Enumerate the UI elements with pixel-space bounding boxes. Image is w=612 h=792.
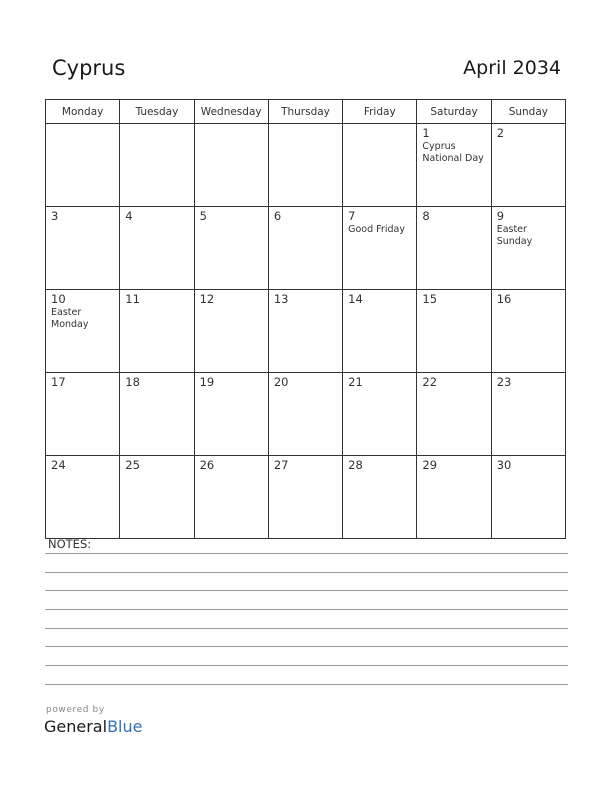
day-number: 11: [125, 292, 140, 306]
calendar-day-cell: [417, 373, 491, 456]
calendar-day-cell: [268, 124, 342, 207]
calendar-day-cell: [46, 207, 120, 290]
calendar-day-cell: [120, 124, 194, 207]
calendar-day-cell: [491, 373, 565, 456]
calendar-day-cell: [46, 290, 120, 373]
day-number: 7: [348, 209, 356, 223]
day-number: 24: [51, 458, 66, 472]
note-line: [45, 646, 568, 647]
calendar-day-cell: [417, 124, 491, 207]
note-line: [45, 665, 568, 666]
note-line: [45, 572, 568, 573]
calendar-day-cell: [46, 124, 120, 207]
note-line: [45, 553, 568, 554]
day-number: 10: [51, 292, 66, 306]
day-number: 20: [273, 375, 289, 389]
day-number: 4: [125, 209, 133, 223]
day-number: 23: [496, 375, 512, 389]
calendar-day-cell: [194, 207, 268, 290]
calendar-week-row: [46, 124, 566, 207]
calendar-day-cell: [491, 124, 565, 207]
day-number: 25: [125, 458, 140, 472]
calendar-country-title: Cyprus: [52, 56, 126, 80]
day-number: 8: [422, 209, 430, 223]
calendar-day-cell: [46, 456, 120, 539]
day-number: 17: [51, 375, 66, 389]
calendar-day-cell: [194, 456, 268, 539]
weekday-header: Sunday: [491, 100, 565, 124]
calendar-day-cell: [46, 373, 120, 456]
day-number: 27: [273, 458, 289, 472]
calendar-day-cell: [417, 456, 491, 539]
day-number: 9: [496, 209, 505, 223]
generalblue-logo: [44, 717, 142, 736]
day-number: 2: [496, 126, 505, 140]
day-number: 18: [125, 375, 140, 389]
note-line: [45, 628, 568, 629]
day-number: 28: [348, 458, 363, 472]
day-number: 5: [199, 209, 207, 223]
powered-by-text: powered by: [46, 705, 105, 715]
calendar-day-cell: [194, 290, 268, 373]
day-number: 19: [199, 375, 215, 389]
calendar-grid: [45, 99, 566, 539]
logo-general-text: General: [44, 717, 108, 736]
weekday-header: Wednesday: [194, 100, 268, 124]
holiday-label: Good Friday: [348, 224, 405, 235]
day-number: 14: [348, 292, 363, 306]
calendar-day-cell: [491, 207, 565, 290]
weekday-header: Saturday: [417, 100, 491, 124]
calendar-day-cell: [491, 456, 565, 539]
logo-blue-text: Blue: [107, 717, 143, 736]
day-number: 6: [273, 209, 282, 223]
calendar-day-cell: [268, 373, 342, 456]
calendar-day-cell: [343, 207, 417, 290]
weekday-header-row: [46, 100, 566, 124]
note-line: [45, 590, 568, 591]
calendar-day-cell: [343, 290, 417, 373]
day-number: 3: [51, 209, 59, 223]
day-number: 22: [422, 375, 438, 389]
calendar-day-cell: [268, 456, 342, 539]
weekday-header: Friday: [343, 100, 417, 124]
calendar-day-cell: [343, 124, 417, 207]
calendar-week-row: [46, 207, 566, 290]
holiday-label: Easter Monday: [51, 307, 89, 330]
calendar-day-cell: [194, 124, 268, 207]
day-number: 15: [422, 292, 438, 306]
calendar-day-cell: [417, 290, 491, 373]
day-number: 21: [348, 375, 363, 389]
holiday-label: Easter Sunday: [496, 224, 533, 247]
calendar-day-cell: [417, 207, 491, 290]
notes-label: NOTES:: [48, 537, 92, 551]
calendar-day-cell: [343, 373, 417, 456]
calendar-day-cell: [491, 290, 565, 373]
day-number: 29: [422, 458, 438, 472]
calendar-day-cell: [120, 207, 194, 290]
calendar-day-cell: [343, 456, 417, 539]
calendar-week-row: [46, 373, 566, 456]
day-number: 13: [273, 292, 289, 306]
weekday-header: Monday: [46, 100, 120, 124]
note-line: [45, 684, 568, 685]
calendar-day-cell: [194, 373, 268, 456]
calendar-day-cell: [268, 290, 342, 373]
calendar-week-row: [46, 290, 566, 373]
day-number: 12: [199, 292, 215, 306]
day-number: 1: [422, 126, 430, 140]
calendar-day-cell: [120, 456, 194, 539]
day-number: 16: [496, 292, 512, 306]
calendar-week-row: [46, 456, 566, 539]
day-number: 26: [199, 458, 215, 472]
calendar-day-cell: [120, 373, 194, 456]
weekday-header: Tuesday: [120, 100, 194, 124]
calendar-month-title: April 2034: [463, 57, 561, 79]
weekday-header: Thursday: [268, 100, 342, 124]
calendar-day-cell: [120, 290, 194, 373]
holiday-label: Cyprus National Day: [422, 141, 484, 164]
calendar-day-cell: [268, 207, 342, 290]
day-number: 30: [496, 458, 512, 472]
note-line: [45, 609, 568, 610]
